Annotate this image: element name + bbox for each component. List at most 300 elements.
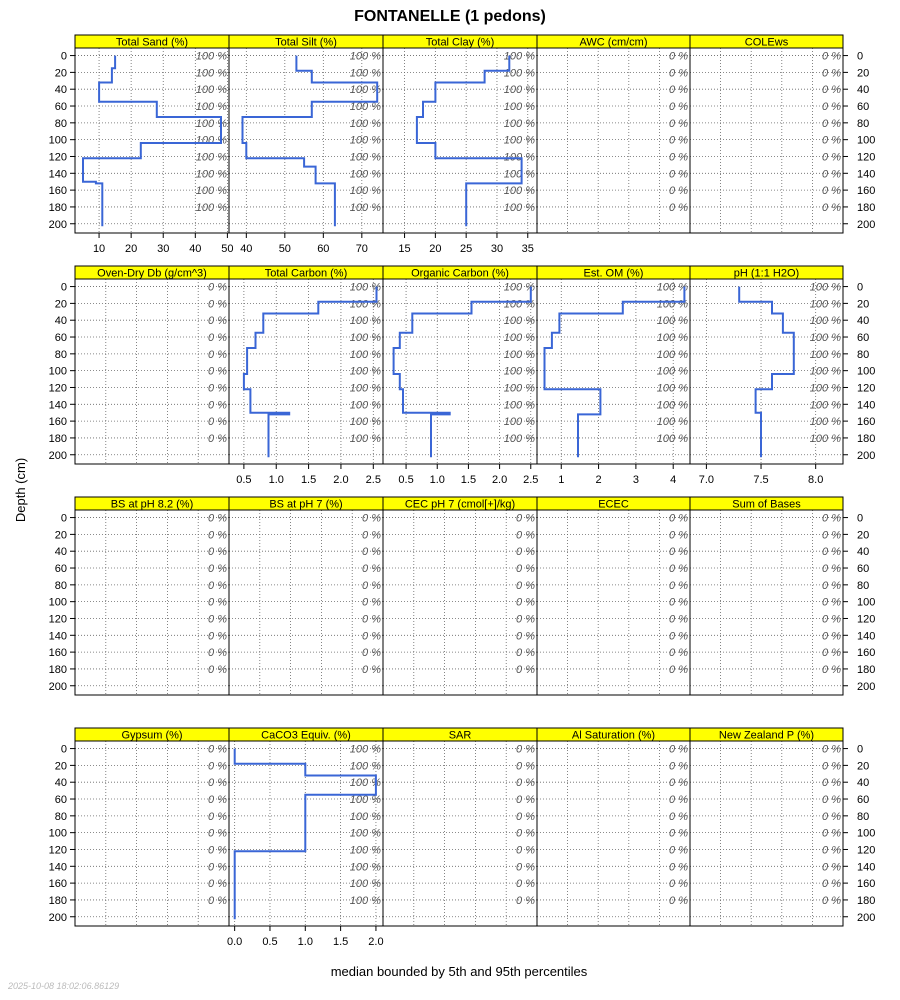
- percent-label: 100 %: [503, 117, 535, 130]
- y-tick-label: 100: [857, 827, 876, 840]
- percent-label: 100 %: [349, 50, 381, 63]
- x-tick-label: 0.5: [262, 936, 278, 948]
- y-tick-label: 40: [857, 546, 870, 559]
- percent-label: 100 %: [656, 348, 688, 361]
- percent-label: 100 %: [349, 315, 381, 328]
- percent-label: 0 %: [362, 529, 381, 542]
- x-tick-label: 20: [429, 243, 442, 255]
- percent-label: 100 %: [195, 84, 227, 97]
- panel-frame: [537, 741, 690, 926]
- percent-label: 0 %: [516, 529, 535, 542]
- percent-label: 0 %: [208, 827, 227, 840]
- y-tick-label: 60: [857, 794, 870, 807]
- percent-label: 0 %: [516, 794, 535, 807]
- panel-title: ECEC: [598, 498, 629, 511]
- percent-label: 100 %: [809, 281, 841, 294]
- panel-title: Total Silt (%): [275, 36, 337, 49]
- x-tick-label: 1.5: [332, 936, 349, 948]
- percent-label: 100 %: [809, 348, 841, 361]
- percent-label: 0 %: [208, 861, 227, 874]
- percent-label: 100 %: [503, 365, 535, 378]
- percent-label: 100 %: [349, 185, 381, 198]
- percent-label: 0 %: [822, 50, 841, 63]
- x-tick-label: 1.0: [429, 474, 445, 486]
- percent-label: 0 %: [822, 844, 841, 857]
- y-tick-label: 140: [857, 399, 876, 412]
- panel-title: CaCO3 Equiv. (%): [261, 729, 351, 742]
- x-tick-label: 10: [92, 243, 106, 255]
- panel-title: Gypsum (%): [121, 729, 183, 742]
- y-tick-label: 60: [54, 563, 67, 576]
- percent-label: 100 %: [349, 777, 381, 790]
- percent-label: 0 %: [362, 579, 381, 592]
- percent-label: 0 %: [362, 647, 381, 660]
- x-tick-label: 2.0: [491, 474, 508, 486]
- percent-label: 100 %: [809, 315, 841, 328]
- percent-label: 100 %: [809, 382, 841, 395]
- percent-label: 0 %: [822, 67, 841, 80]
- panel-title: Oven-Dry Db (g/cm^3): [97, 267, 207, 280]
- y-tick-label: 80: [54, 810, 67, 823]
- percent-label: 100 %: [503, 315, 535, 328]
- chart-title: FONTANELLE (1 pedons): [354, 8, 546, 25]
- percent-label: 100 %: [503, 281, 535, 294]
- percent-label: 0 %: [669, 563, 688, 576]
- y-tick-label: 100: [857, 365, 876, 378]
- percent-label: 100 %: [503, 168, 535, 181]
- percent-label: 0 %: [208, 298, 227, 311]
- percent-label: 0 %: [516, 613, 535, 626]
- percent-label: 0 %: [516, 760, 535, 773]
- percent-label: 0 %: [822, 168, 841, 181]
- percent-label: 100 %: [195, 151, 227, 164]
- percent-label: 0 %: [822, 794, 841, 807]
- percent-label: 100 %: [809, 399, 841, 412]
- y-tick-label: 120: [48, 844, 67, 857]
- y-tick-label: 120: [48, 151, 67, 164]
- percent-label: 0 %: [208, 382, 227, 395]
- panel-title: COLEws: [744, 36, 789, 49]
- percent-label: 100 %: [809, 416, 841, 429]
- percent-label: 0 %: [208, 348, 227, 361]
- percent-label: 0 %: [669, 596, 688, 609]
- percent-label: 0 %: [822, 663, 841, 676]
- y-tick-label: 200: [857, 911, 876, 924]
- percent-label: 100 %: [349, 416, 381, 429]
- x-tick-label: 40: [240, 243, 253, 255]
- panel-frame: [690, 741, 843, 926]
- percent-label: 0 %: [822, 878, 841, 891]
- y-tick-label: 160: [857, 416, 876, 429]
- y-tick-label: 0: [60, 743, 67, 756]
- y-tick-label: 140: [48, 168, 67, 181]
- panel-title: CEC pH 7 (cmol[+]/kg): [404, 498, 516, 511]
- y-tick-label: 80: [54, 348, 67, 361]
- percent-label: 0 %: [208, 332, 227, 345]
- x-tick-label: 1.0: [268, 474, 284, 486]
- percent-label: 0 %: [516, 647, 535, 660]
- percent-label: 0 %: [669, 613, 688, 626]
- percent-label: 100 %: [195, 134, 227, 147]
- percent-label: 0 %: [669, 844, 688, 857]
- percent-label: 0 %: [362, 512, 381, 525]
- y-tick-label: 160: [48, 878, 67, 891]
- percent-label: 100 %: [809, 332, 841, 345]
- percent-label: 100 %: [503, 382, 535, 395]
- percent-label: 0 %: [669, 546, 688, 559]
- percent-label: 0 %: [822, 613, 841, 626]
- panel-title: Al Saturation (%): [571, 729, 656, 742]
- percent-label: 0 %: [516, 546, 535, 559]
- percent-label: 100 %: [349, 67, 381, 80]
- x-tick-label: 2: [595, 474, 602, 486]
- percent-label: 100 %: [503, 298, 535, 311]
- x-tick-label: 0.5: [236, 474, 252, 486]
- percent-label: 0 %: [208, 878, 227, 891]
- percent-label: 100 %: [656, 281, 688, 294]
- percent-label: 0 %: [362, 630, 381, 643]
- percent-label: 100 %: [349, 134, 381, 147]
- percent-label: 0 %: [669, 878, 688, 891]
- percent-label: 0 %: [822, 760, 841, 773]
- percent-label: 0 %: [208, 399, 227, 412]
- percent-label: 0 %: [822, 563, 841, 576]
- percent-label: 0 %: [822, 894, 841, 907]
- percent-label: 0 %: [516, 743, 535, 756]
- y-tick-label: 0: [60, 512, 67, 525]
- percent-label: 0 %: [208, 416, 227, 429]
- y-tick-label: 20: [54, 529, 67, 542]
- percent-label: 0 %: [208, 563, 227, 576]
- percent-label: 0 %: [669, 861, 688, 874]
- y-tick-label: 120: [48, 613, 67, 626]
- percent-label: 0 %: [822, 84, 841, 97]
- y-tick-label: 60: [54, 332, 67, 345]
- panel-title: AWC (cm/cm): [579, 36, 648, 49]
- y-tick-label: 200: [48, 911, 67, 924]
- percent-label: 0 %: [208, 894, 227, 907]
- y-tick-label: 120: [857, 382, 876, 395]
- y-tick-label: 0: [857, 512, 864, 525]
- percent-label: 0 %: [362, 563, 381, 576]
- y-tick-label: 180: [48, 894, 67, 907]
- panel-frame: [229, 510, 383, 695]
- x-tick-label: 1: [558, 474, 565, 486]
- percent-label: 100 %: [349, 878, 381, 891]
- percent-label: 100 %: [195, 67, 227, 80]
- x-tick-label: 60: [317, 243, 330, 255]
- percent-label: 0 %: [516, 810, 535, 823]
- panel-frame: [690, 48, 843, 233]
- percent-label: 100 %: [656, 432, 688, 445]
- y-tick-label: 80: [857, 579, 870, 592]
- percent-label: 0 %: [208, 794, 227, 807]
- percent-label: 100 %: [195, 201, 227, 214]
- y-tick-label: 180: [48, 201, 67, 214]
- percent-label: 0 %: [208, 810, 227, 823]
- percent-label: 0 %: [208, 315, 227, 328]
- percent-label: 100 %: [503, 416, 535, 429]
- y-tick-label: 100: [48, 827, 67, 840]
- percent-label: 100 %: [656, 382, 688, 395]
- panel-title: Total Clay (%): [425, 36, 495, 49]
- panel-title: Sum of Bases: [732, 498, 801, 511]
- percent-label: 0 %: [208, 777, 227, 790]
- panel-title: Total Sand (%): [115, 36, 189, 49]
- percent-label: 0 %: [516, 827, 535, 840]
- y-tick-label: 40: [857, 315, 870, 328]
- percent-label: 0 %: [822, 134, 841, 147]
- percent-label: 0 %: [822, 546, 841, 559]
- percent-label: 100 %: [503, 201, 535, 214]
- x-tick-label: 25: [460, 243, 473, 255]
- y-tick-label: 160: [48, 647, 67, 660]
- percent-label: 0 %: [822, 512, 841, 525]
- y-tick-label: 180: [857, 894, 876, 907]
- x-tick-label: 1.5: [300, 474, 317, 486]
- percent-label: 0 %: [208, 760, 227, 773]
- x-tick-label: 1.5: [460, 474, 477, 486]
- percent-label: 0 %: [669, 512, 688, 525]
- percent-label: 0 %: [362, 663, 381, 676]
- y-tick-label: 40: [54, 777, 67, 790]
- y-tick-label: 100: [48, 596, 67, 609]
- y-tick-label: 120: [857, 151, 876, 164]
- x-tick-label: 20: [125, 243, 138, 255]
- panel-frame: [75, 279, 229, 464]
- panel-title: BS at pH 8.2 (%): [110, 498, 194, 511]
- percent-label: 100 %: [195, 101, 227, 114]
- percent-label: 0 %: [822, 185, 841, 198]
- percent-label: 100 %: [349, 348, 381, 361]
- percent-label: 100 %: [349, 101, 381, 114]
- percent-label: 0 %: [669, 117, 688, 130]
- percent-label: 100 %: [809, 432, 841, 445]
- y-tick-label: 180: [48, 663, 67, 676]
- y-tick-label: 100: [857, 134, 876, 147]
- x-tick-label: 0.5: [398, 474, 414, 486]
- y-tick-label: 20: [857, 760, 870, 773]
- y-tick-label: 100: [48, 134, 67, 147]
- panel-frame: [383, 741, 537, 926]
- percent-label: 100 %: [349, 827, 381, 840]
- y-tick-label: 60: [857, 101, 870, 114]
- y-tick-label: 200: [857, 680, 876, 693]
- x-tick-label: 30: [157, 243, 170, 255]
- percent-label: 100 %: [349, 794, 381, 807]
- percent-label: 0 %: [822, 777, 841, 790]
- x-tick-label: 2.0: [333, 474, 349, 486]
- x-tick-label: 35: [521, 243, 534, 255]
- percent-label: 100 %: [349, 432, 381, 445]
- percent-label: 0 %: [669, 151, 688, 164]
- y-tick-label: 20: [857, 67, 870, 80]
- y-tick-label: 60: [54, 794, 67, 807]
- percent-label: 0 %: [516, 579, 535, 592]
- panel-frame: [537, 48, 690, 233]
- percent-label: 100 %: [349, 281, 381, 294]
- x-tick-label: 8.0: [808, 474, 824, 486]
- percent-label: 0 %: [516, 596, 535, 609]
- percent-label: 0 %: [208, 663, 227, 676]
- percent-label: 0 %: [669, 794, 688, 807]
- percent-label: 100 %: [349, 201, 381, 214]
- y-tick-label: 40: [857, 777, 870, 790]
- panel-title: SAR: [448, 729, 472, 742]
- y-tick-label: 120: [48, 382, 67, 395]
- y-tick-label: 140: [48, 630, 67, 643]
- percent-label: 100 %: [503, 399, 535, 412]
- percent-label: 0 %: [208, 596, 227, 609]
- x-tick-label: 30: [490, 243, 504, 255]
- percent-label: 0 %: [208, 844, 227, 857]
- percent-label: 100 %: [349, 861, 381, 874]
- percent-label: 0 %: [669, 777, 688, 790]
- percent-label: 100 %: [349, 365, 381, 378]
- percent-label: 0 %: [822, 151, 841, 164]
- percent-label: 0 %: [669, 579, 688, 592]
- percent-label: 0 %: [208, 365, 227, 378]
- x-tick-label: 2.0: [368, 936, 384, 948]
- percent-label: 0 %: [669, 827, 688, 840]
- y-tick-label: 80: [857, 810, 870, 823]
- percent-label: 0 %: [208, 546, 227, 559]
- y-tick-label: 60: [857, 563, 870, 576]
- y-axis-label: Depth (cm): [13, 457, 28, 523]
- x-tick-label: 4: [670, 474, 677, 486]
- percent-label: 0 %: [516, 630, 535, 643]
- y-tick-label: 20: [54, 67, 67, 80]
- percent-label: 100 %: [349, 810, 381, 823]
- percent-label: 0 %: [669, 760, 688, 773]
- percent-label: 0 %: [822, 827, 841, 840]
- y-tick-label: 40: [54, 546, 67, 559]
- y-tick-label: 80: [54, 579, 67, 592]
- panel-title: Organic Carbon (%): [411, 267, 509, 280]
- y-tick-label: 140: [48, 399, 67, 412]
- y-tick-label: 140: [857, 168, 876, 181]
- percent-label: 0 %: [822, 647, 841, 660]
- x-tick-label: 40: [189, 243, 202, 255]
- percent-label: 0 %: [208, 613, 227, 626]
- y-tick-label: 180: [857, 201, 876, 214]
- y-tick-label: 60: [857, 332, 870, 345]
- percent-label: 100 %: [349, 382, 381, 395]
- panel-title: pH (1:1 H2O): [733, 267, 800, 280]
- y-tick-label: 0: [60, 50, 67, 63]
- percent-label: 100 %: [503, 101, 535, 114]
- y-tick-label: 0: [60, 281, 67, 294]
- percent-label: 100 %: [349, 168, 381, 181]
- percent-label: 0 %: [516, 878, 535, 891]
- y-tick-label: 200: [48, 680, 67, 693]
- percent-label: 0 %: [669, 168, 688, 181]
- percent-label: 0 %: [669, 50, 688, 63]
- y-tick-label: 180: [48, 432, 67, 445]
- panel-frame: [75, 741, 229, 926]
- percent-label: 0 %: [516, 777, 535, 790]
- y-tick-label: 40: [857, 84, 870, 97]
- percent-label: 0 %: [669, 84, 688, 97]
- percent-label: 0 %: [669, 67, 688, 80]
- percent-label: 0 %: [208, 512, 227, 525]
- percent-label: 0 %: [516, 844, 535, 857]
- percent-label: 0 %: [669, 810, 688, 823]
- percent-label: 100 %: [195, 117, 227, 130]
- percent-label: 100 %: [503, 332, 535, 345]
- percent-label: 100 %: [503, 84, 535, 97]
- x-tick-label: 1.0: [297, 936, 313, 948]
- y-tick-label: 120: [857, 613, 876, 626]
- percent-label: 0 %: [669, 743, 688, 756]
- percent-label: 0 %: [669, 134, 688, 147]
- percent-label: 100 %: [195, 50, 227, 63]
- profile-median-line: [739, 287, 794, 458]
- percent-label: 0 %: [669, 185, 688, 198]
- panel-frame: [537, 510, 690, 695]
- percent-label: 0 %: [822, 743, 841, 756]
- percent-label: 100 %: [656, 365, 688, 378]
- percent-label: 0 %: [516, 512, 535, 525]
- percent-label: 0 %: [669, 630, 688, 643]
- percent-label: 0 %: [669, 647, 688, 660]
- percent-label: 100 %: [349, 844, 381, 857]
- y-tick-label: 0: [857, 743, 864, 756]
- y-tick-label: 160: [48, 185, 67, 198]
- percent-label: 0 %: [669, 101, 688, 114]
- percent-label: 100 %: [503, 67, 535, 80]
- percent-label: 100 %: [349, 117, 381, 130]
- y-tick-label: 120: [857, 844, 876, 857]
- y-tick-label: 20: [857, 298, 870, 311]
- y-tick-label: 40: [54, 84, 67, 97]
- x-tick-label: 7.5: [753, 474, 769, 486]
- y-tick-label: 160: [48, 416, 67, 429]
- percent-label: 0 %: [822, 201, 841, 214]
- x-tick-label: 50: [221, 243, 234, 255]
- timestamp: 2025-10-08 18:02:06.86129: [8, 981, 120, 991]
- percent-label: 0 %: [822, 117, 841, 130]
- percent-label: 0 %: [208, 630, 227, 643]
- percent-label: 0 %: [669, 201, 688, 214]
- y-tick-label: 80: [54, 117, 67, 130]
- percent-label: 0 %: [822, 101, 841, 114]
- percent-label: 0 %: [362, 596, 381, 609]
- y-tick-label: 20: [54, 298, 67, 311]
- x-tick-label: 70: [355, 243, 368, 255]
- y-tick-label: 200: [857, 218, 876, 231]
- percent-label: 100 %: [195, 185, 227, 198]
- percent-label: 0 %: [208, 432, 227, 445]
- x-tick-label: 50: [278, 243, 291, 255]
- y-tick-label: 180: [857, 663, 876, 676]
- percent-label: 100 %: [656, 399, 688, 412]
- percent-label: 0 %: [516, 663, 535, 676]
- x-tick-label: 2.5: [365, 474, 381, 486]
- percent-label: 100 %: [503, 432, 535, 445]
- y-tick-label: 40: [54, 315, 67, 328]
- panel-frame: [383, 510, 537, 695]
- y-tick-label: 100: [48, 365, 67, 378]
- y-tick-label: 140: [857, 630, 876, 643]
- percent-label: 100 %: [809, 365, 841, 378]
- y-tick-label: 200: [857, 449, 876, 462]
- percent-label: 0 %: [208, 529, 227, 542]
- y-tick-label: 60: [54, 101, 67, 114]
- percent-label: 100 %: [656, 332, 688, 345]
- x-axis-label: median bounded by 5th and 95th percentiles: [330, 964, 588, 979]
- percent-label: 100 %: [656, 315, 688, 328]
